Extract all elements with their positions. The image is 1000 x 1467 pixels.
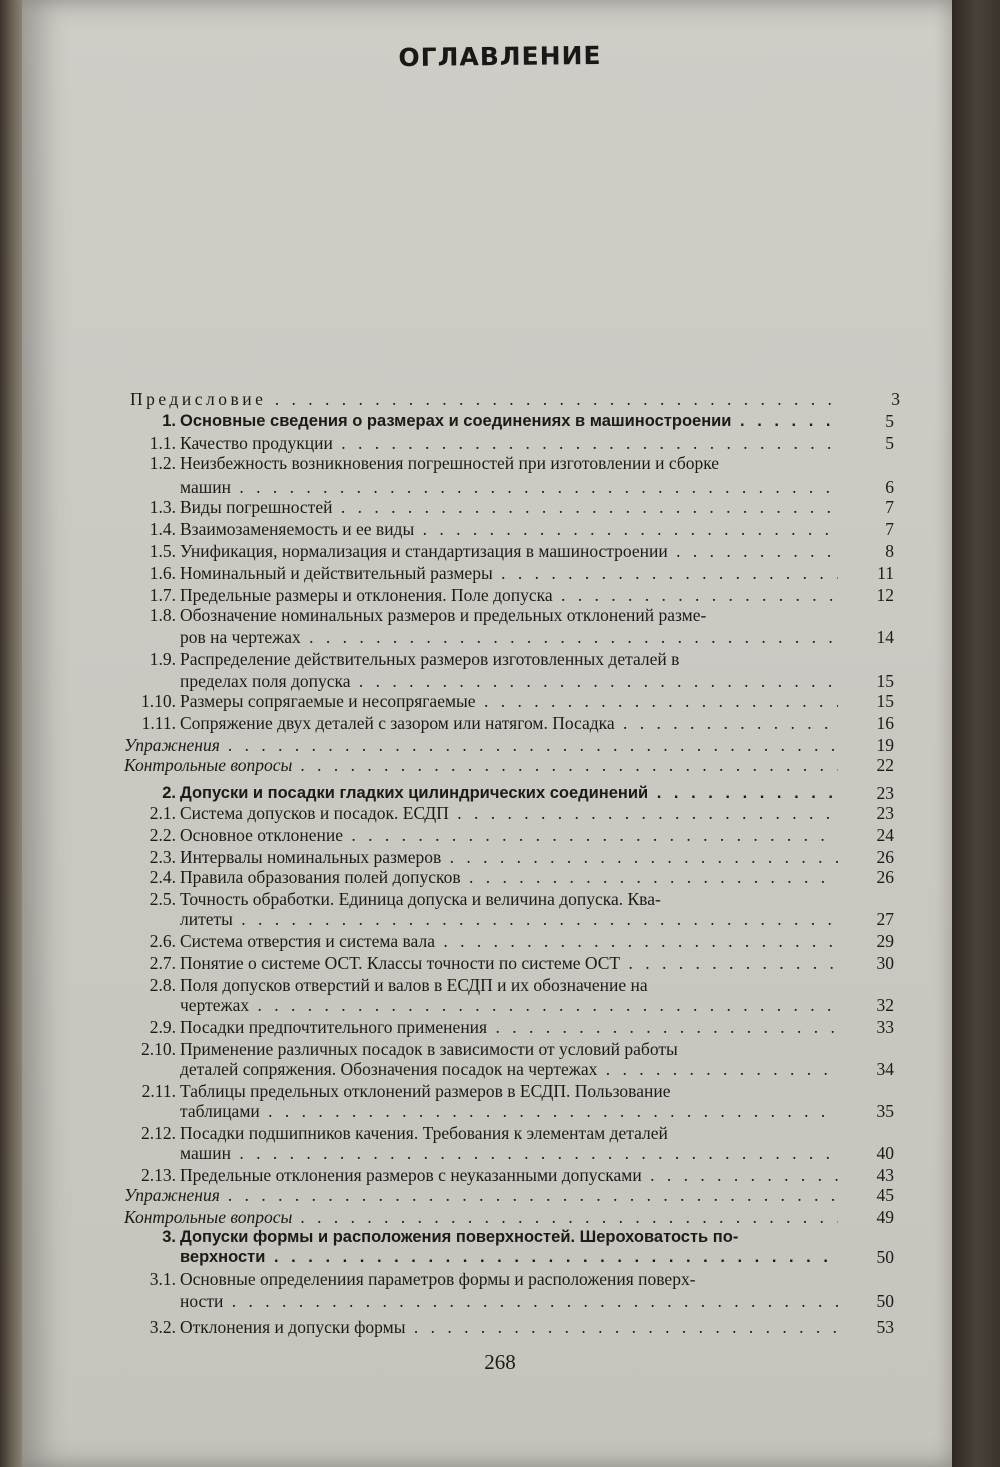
toc-entry	[124, 1122, 894, 1144]
toc-entry-number: 2.6.	[149, 931, 176, 951]
toc-entry-title: Правила образования полей допусков . . .	[180, 866, 838, 888]
toc-entry-title: Предисловие . . .	[130, 388, 844, 410]
toc-entry-number: 1.5.	[149, 541, 176, 561]
toc-entry-title: Посадки предпочтительного применения . . .	[180, 1016, 838, 1038]
toc-entry-number: 3.	[162, 1228, 176, 1246]
toc-entry	[124, 1080, 894, 1102]
toc-entry-number: 2.10.	[141, 1039, 176, 1059]
toc-entry	[124, 952, 894, 974]
toc-entry-number: 2.2.	[149, 825, 176, 845]
toc-entry-title: Допуски формы и расположения поверхностей. Шероховатость по-	[180, 1228, 739, 1246]
toc-entry	[124, 802, 894, 824]
toc-entry-number: 1.8.	[149, 605, 176, 625]
toc-entry-title: Поля допусков отверстий и валов в ЕСДП и их обозначение на	[180, 975, 648, 995]
toc-entry-title: Понятие о системе ОСТ. Классы точности по системе ОСТ . . .	[180, 952, 838, 974]
toc-entry	[124, 518, 894, 540]
toc-entry	[124, 496, 894, 518]
toc-entry-number: 2.8.	[149, 975, 176, 995]
toc-entry-title: Контрольные вопросы . . .	[124, 1206, 838, 1228]
toc-entry-number: 1.11.	[141, 713, 176, 733]
toc-entry-page: 43	[876, 1165, 894, 1185]
toc-entry-page: 19	[876, 735, 894, 755]
toc-entry-page: 3	[891, 389, 900, 409]
toc-entry-page: 29	[876, 931, 894, 951]
toc-entry-page: 16	[876, 713, 894, 733]
toc-entry-title: машин . . .	[180, 1142, 838, 1164]
toc-entry-page: 8	[885, 541, 894, 561]
toc-entry-title: Предельные отклонения размеров с неуказанными допусками . . .	[180, 1164, 838, 1186]
toc-entry	[124, 1100, 894, 1122]
toc-entry	[124, 562, 894, 584]
toc-entry	[124, 888, 894, 910]
toc-entry-page: 35	[876, 1101, 894, 1121]
toc-entry-title: машин . . .	[180, 476, 838, 498]
toc-entry-title: ности . . .	[180, 1290, 838, 1312]
toc-entry-number: 1.9.	[149, 649, 176, 669]
toc-entry-title: ров на чертежах . . .	[180, 626, 838, 648]
toc-entry-title: Качество продукции . . .	[180, 432, 838, 454]
toc-entry-page: 7	[885, 497, 894, 517]
toc-entry-number: 2.1.	[149, 803, 176, 823]
page-number: 268	[484, 1350, 516, 1374]
toc-entry	[124, 754, 894, 776]
toc-entry	[124, 1246, 894, 1268]
toc-entry-page: 33	[876, 1017, 894, 1037]
toc-entry-number: 1.6.	[149, 563, 176, 583]
toc-entry-page: 23	[876, 803, 894, 823]
toc-entry-page: 27	[876, 909, 894, 929]
toc-entry-page: 14	[876, 627, 894, 647]
toc-entry	[124, 648, 894, 670]
toc-entry-title: Контрольные вопросы . . .	[124, 754, 838, 776]
toc-entry-title: пределах поля допуска . . .	[180, 670, 838, 692]
toc-entry	[124, 930, 894, 952]
toc-entry	[124, 734, 894, 756]
toc-entry	[124, 540, 894, 562]
toc-entry-title: Система допусков и посадок. ЕСДП . . .	[180, 802, 838, 824]
toc-entry-number: 1.2.	[149, 453, 176, 473]
toc-entry	[124, 1016, 894, 1038]
toc-entry-number: 2.	[162, 784, 176, 802]
toc-entry	[124, 670, 894, 692]
toc-entry-number: 2.3.	[149, 847, 176, 867]
toc-entry-title: Допуски и посадки гладких цилиндрических соединений . . .	[180, 782, 838, 804]
toc-entry	[124, 1184, 894, 1206]
toc-entry	[124, 846, 894, 868]
toc-entry-page: 7	[885, 519, 894, 539]
toc-entry	[124, 1164, 894, 1186]
toc-entry	[124, 1038, 894, 1060]
toc-entry	[124, 974, 894, 996]
toc-entry-page: 22	[876, 755, 894, 775]
toc-entry-title: Упражнения . . .	[124, 734, 838, 756]
toc-entry-page: 11	[877, 563, 894, 583]
toc-entry-number: 1.1.	[149, 433, 176, 453]
toc-entry-title: Взаимозаменяемость и ее виды . . .	[180, 518, 838, 540]
toc-entry-title: Таблицы предельных отклонений размеров в ЕСДП. Пользование	[180, 1081, 671, 1101]
toc-entry-page: 50	[876, 1247, 894, 1267]
toc-entry-number: 1.7.	[149, 585, 176, 605]
toc-entry	[124, 1268, 894, 1290]
toc-entry-title: Основные определениия параметров формы и расположения поверх-	[180, 1269, 696, 1289]
toc-entry	[124, 908, 894, 930]
toc-entry-title: Система отверстия и система вала . . .	[180, 930, 838, 952]
toc-entry-title: Виды погрешностей . . .	[180, 496, 838, 518]
toc-entry-page: 5	[885, 433, 894, 453]
toc-entry	[124, 712, 894, 734]
toc-entry-page: 32	[876, 995, 894, 1015]
toc-entry	[124, 1206, 894, 1228]
toc-entry-title: Основные сведения о размерах и соединениях в машиностроении . . .	[180, 410, 838, 432]
toc-entry-title: Упражнения . . .	[124, 1184, 838, 1206]
toc-entry-page: 40	[876, 1143, 894, 1163]
toc-entry	[124, 584, 894, 606]
toc-entry-page: 50	[876, 1291, 894, 1311]
toc-entry-title: Обозначение номинальных размеров и предельных отклонений разме-	[180, 605, 707, 625]
toc-entry-title: Сопряжение двух деталей с зазором или натягом. Посадка . . .	[180, 712, 838, 734]
toc-entry-page: 15	[876, 691, 894, 711]
toc-entry	[124, 1058, 894, 1080]
toc-entry-title: Точность обработки. Единица допуска и величина допуска. Ква-	[180, 889, 661, 909]
toc-entry-page: 23	[876, 783, 894, 803]
toc-entry-page: 30	[876, 953, 894, 973]
toc-entry	[124, 994, 894, 1016]
toc-entry-title: Номинальный и действительный размеры . . .	[180, 562, 838, 584]
toc-entry-title: Интервалы номинальных размеров . . .	[180, 846, 838, 868]
toc-entry-page: 45	[876, 1185, 894, 1205]
toc-entry-number: 3.1.	[149, 1269, 176, 1289]
toc-entry-title: Посадки подшипников качения. Требования к элементам деталей	[180, 1123, 668, 1143]
toc-entry-number: 3.2.	[149, 1317, 176, 1337]
toc-entry-number: 2.7.	[149, 953, 176, 973]
toc-entry	[124, 690, 894, 712]
toc-entry-page: 15	[876, 671, 894, 691]
toc-entry-title: Основное отклонение . . .	[180, 824, 838, 846]
toc-entry-number: 2.5.	[149, 889, 176, 909]
toc-entry-page: 26	[876, 847, 894, 867]
toc-entry	[124, 626, 894, 648]
toc-entry-page: 6	[885, 477, 894, 497]
toc-entry-page: 12	[876, 585, 894, 605]
toc-entry-title: Отклонения и допуски формы . . .	[180, 1316, 838, 1338]
toc-entry-number: 1.10.	[141, 691, 176, 711]
toc-entry-title: литеты . . .	[180, 908, 838, 930]
toc-entry	[130, 388, 900, 410]
toc-entry	[124, 452, 894, 474]
toc-entry-title: Унификация, нормализация и стандартизация в машиностроении . . .	[180, 540, 838, 562]
toc-entry-title: Неизбежность возникновения погрешностей при изготовлении и сборке	[180, 453, 720, 473]
toc-entry-number: 2.4.	[149, 867, 176, 887]
toc-entry	[124, 410, 894, 432]
toc-entry	[124, 604, 894, 626]
toc-entry-page: 53	[876, 1317, 894, 1337]
page-title: ОГЛАВЛЕНИЕ	[398, 40, 602, 73]
toc-entry-page: 34	[876, 1059, 894, 1079]
toc-entry-title: Применение различных посадок в зависимости от условий работы	[180, 1039, 678, 1059]
toc-entry-title: Распределение действительных размеров изготовленных деталей в	[180, 649, 680, 669]
toc-entry	[124, 824, 894, 846]
toc-entry-number: 2.13.	[141, 1165, 176, 1185]
toc-entry	[124, 1316, 894, 1338]
toc-entry	[124, 432, 894, 454]
toc-entry-number: 1.3.	[149, 497, 176, 517]
toc-entry	[124, 782, 894, 804]
toc-entry	[124, 1226, 894, 1248]
toc-entry-number: 2.9.	[149, 1017, 176, 1037]
toc-entry-title: Предельные размеры и отклонения. Поле допуска . . .	[180, 584, 838, 606]
toc-entry-number: 1.	[162, 412, 176, 430]
toc-entry-title: таблицами . . .	[180, 1100, 838, 1122]
toc-entry-page: 26	[876, 867, 894, 887]
toc-entry-page: 49	[876, 1207, 894, 1227]
toc-entry-title: чертежах . . .	[180, 994, 838, 1016]
toc-entry	[124, 1290, 894, 1312]
toc-entry-page: 24	[876, 825, 894, 845]
toc-entry-title: Размеры сопрягаемые и несопрягаемые . . .	[180, 690, 838, 712]
toc-entry	[124, 866, 894, 888]
toc-entry-title: деталей сопряжения. Обозначения посадок на чертежах . . .	[180, 1058, 838, 1080]
toc-entry-title: верхности . . .	[180, 1246, 838, 1268]
toc-entry	[124, 476, 894, 498]
toc-entry-number: 2.12.	[141, 1123, 176, 1143]
toc-entry-page: 5	[885, 411, 894, 431]
toc-entry	[124, 1142, 894, 1164]
toc-entry-number: 2.11.	[141, 1081, 176, 1101]
toc-entry-number: 1.4.	[149, 519, 176, 539]
